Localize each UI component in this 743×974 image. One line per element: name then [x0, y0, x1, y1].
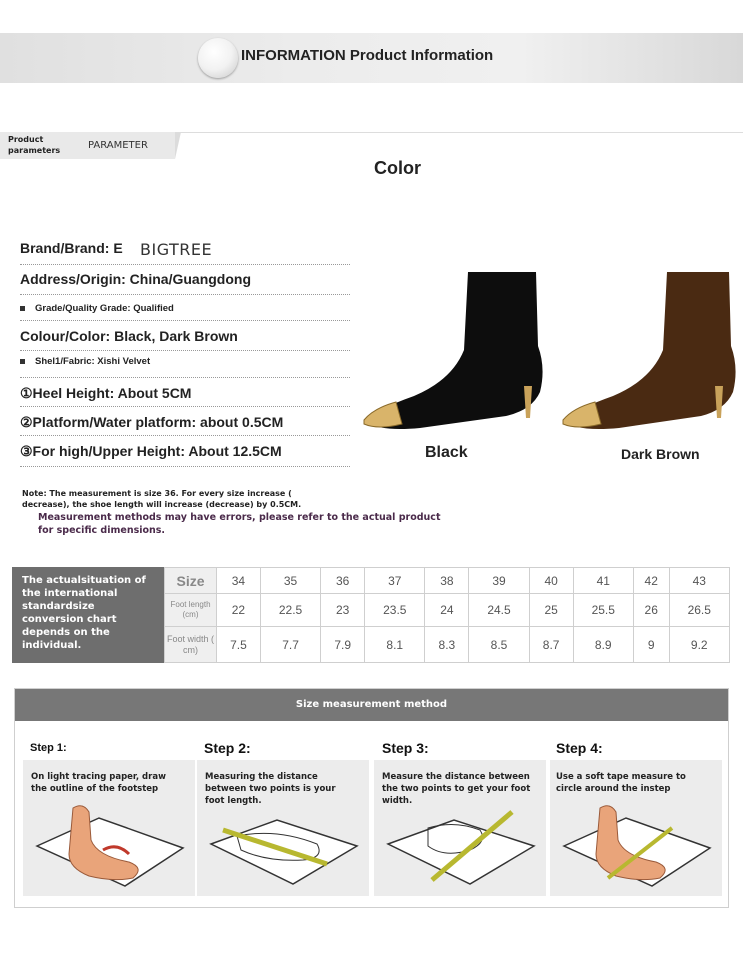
boot-heel — [715, 386, 723, 418]
bullet-icon — [20, 306, 25, 311]
row-header: Size — [165, 568, 217, 594]
table-cell: 8.3 — [425, 627, 469, 663]
table-cell: 42 — [633, 568, 669, 594]
metal-toe-cap — [364, 402, 402, 427]
table-cell: 23 — [321, 594, 365, 627]
instep-illustration — [560, 798, 715, 890]
divider — [20, 264, 350, 265]
step-4-title: Step 4: — [556, 740, 603, 756]
spec-grade: Grade/Quality Grade: Qualified — [20, 303, 174, 314]
brand-name: BIGTREE — [140, 240, 213, 259]
table-cell: 38 — [425, 568, 469, 594]
table-cell: 36 — [321, 568, 365, 594]
foot-length-row — [165, 594, 730, 627]
foot-tracing-illustration — [33, 798, 188, 890]
divider — [20, 377, 350, 378]
circle-icon — [198, 38, 238, 78]
parameter-label: PARAMETER — [88, 140, 148, 151]
step-4-panel — [550, 760, 722, 896]
spec-upper: ③For high/Upper Height: About 12.5CM — [20, 443, 282, 459]
row-header: Foot length (cm) — [165, 594, 217, 627]
divider — [20, 350, 350, 351]
step-2-text: Measuring the distance between two points is your foot length. — [205, 772, 336, 806]
info-banner — [0, 33, 743, 83]
table-cell: 8.7 — [529, 627, 573, 663]
boot-dark-brown-image — [555, 268, 743, 432]
table-cell: 34 — [217, 568, 261, 594]
color-label-dark-brown: Dark Brown — [621, 446, 700, 462]
measurement-title: Size measurement method — [15, 689, 728, 721]
measurement-section — [14, 688, 729, 908]
table-cell: 23.5 — [365, 594, 425, 627]
table-cell: 41 — [573, 568, 633, 594]
step-2-panel — [197, 760, 369, 896]
step-3-text: Measure the distance between the two points to get your foot width. — [382, 772, 531, 806]
color-label-black: Black — [425, 444, 468, 461]
table-cell: 39 — [469, 568, 529, 594]
spec-heel: ①Heel Height: About 5CM — [20, 385, 192, 401]
spec-brand: Brand/Brand: E — [20, 240, 123, 256]
divider — [20, 435, 350, 436]
step-1-text: On light tracing paper, draw the outline of the footstep — [31, 772, 166, 794]
divider — [20, 466, 350, 467]
table-cell: 8.1 — [365, 627, 425, 663]
metal-toe-cap — [563, 402, 601, 427]
spec-platform: ②Platform/Water platform: about 0.5CM — [20, 414, 284, 430]
table-cell: 25.5 — [573, 594, 633, 627]
measurement-disclaimer: Measurement methods may have errors, please refer to the actual product for specific dimensions. — [38, 512, 441, 536]
step-3-title: Step 3: — [382, 740, 429, 756]
foot-length-illustration — [207, 806, 362, 890]
table-cell: 35 — [260, 568, 320, 594]
size-chart — [12, 567, 730, 663]
step-4-text: Use a soft tape measure to circle around the instep — [556, 772, 686, 794]
table-cell: 25 — [529, 594, 573, 627]
table-cell: 8.9 — [573, 627, 633, 663]
table-cell: 7.5 — [217, 627, 261, 663]
table-cell: 24 — [425, 594, 469, 627]
boot-black-image — [356, 268, 556, 432]
step-3-panel — [374, 760, 546, 896]
table-cell: 9.2 — [669, 627, 729, 663]
table-cell: 7.9 — [321, 627, 365, 663]
divider — [175, 132, 743, 133]
size-row — [165, 568, 730, 594]
table-cell: 24.5 — [469, 594, 529, 627]
foot-width-illustration — [384, 806, 539, 890]
divider — [20, 294, 350, 295]
spec-fabric: Shel1/Fabric: Xishi Velvet — [20, 356, 150, 367]
size-chart-description: The actualsituation of the international standardsize conversion chart depends on the individual. — [12, 567, 164, 663]
step-2-title: Step 2: — [204, 740, 251, 756]
step-1-panel — [23, 760, 195, 896]
bullet-icon — [20, 359, 25, 364]
size-chart-grid — [164, 567, 730, 663]
boot-heel — [524, 386, 532, 418]
measurement-note: Note: The measurement is size 36. For every size increase ( decrease), the shoe length will increase (decrease) by 0.5CM. — [22, 489, 302, 509]
spec-address: Address/Origin: China/Guangdong — [20, 271, 251, 287]
table-cell: 7.7 — [260, 627, 320, 663]
spec-colour: Colour/Color: Black, Dark Brown — [20, 328, 238, 344]
banner-title: INFORMATION Product Information — [241, 47, 494, 64]
table-cell: 8.5 — [469, 627, 529, 663]
table-cell: 40 — [529, 568, 573, 594]
table-cell: 22.5 — [260, 594, 320, 627]
table-cell: 26.5 — [669, 594, 729, 627]
table-cell: 43 — [669, 568, 729, 594]
table-cell: 37 — [365, 568, 425, 594]
row-header: Foot width ( cm) — [165, 627, 217, 663]
table-cell: 22 — [217, 594, 261, 627]
divider — [20, 320, 350, 321]
table-cell: 9 — [633, 627, 669, 663]
foot-width-row — [165, 627, 730, 663]
product-parameters-label: Product parameters — [8, 135, 61, 155]
table-cell: 26 — [633, 594, 669, 627]
step-1-title: Step 1: — [30, 742, 67, 754]
divider — [20, 406, 350, 407]
color-heading: Color — [374, 158, 421, 178]
